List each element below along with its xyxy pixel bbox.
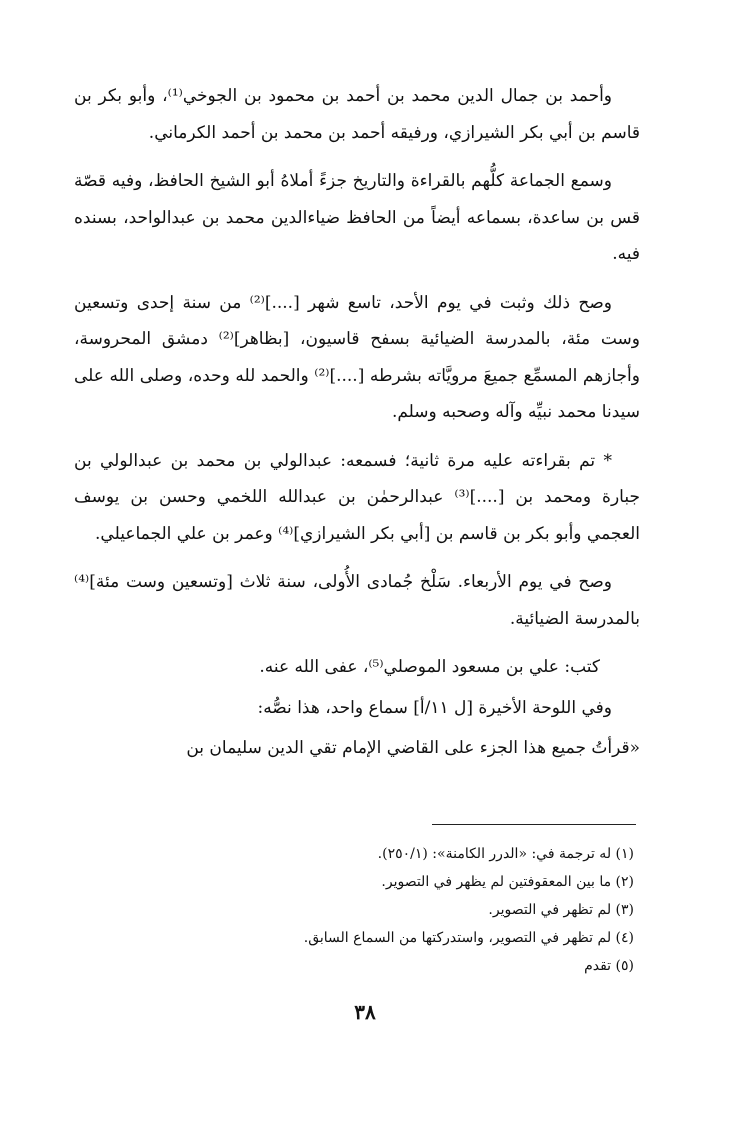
- paragraph-4: * تم بقراءته عليه مرة ثانية؛ فسمعه: عبدالولي بن محمد بن عبدالولي بن جبارة ومحمد بن [....]⁽³⁾ عبدالرحمٰن بن عبدالله اللخمي وحسن بن يوسف العجمي وأبو بكر بن قاسم بن [أبي بكر الشيرازي]⁽⁴⁾ وعمر بن علي الجماعيلي.: [74, 450, 640, 544]
- footnote-5: (٥) تقدم: [584, 958, 634, 974]
- footnote-2: (٢) ما بين المعقوفتين لم يظهر في التصوير.: [381, 874, 634, 890]
- footnote-1: (١) له ترجمة في: «الدرر الكامنة»: (٢٥٠/١).: [377, 846, 634, 862]
- paragraph-3: وصح ذلك وثبت في يوم الأحد، تاسع شهر [....]⁽²⁾ من سنة إحدى وتسعين وست مئة، بالمدرسة الضيائية بسفح قاسيون، [بظاهر]⁽²⁾ دمشق المحروسة، وأجازهم المسمِّع جميعَ مرويَّاته بشرطه [....]⁽²⁾ والحمد لله وحده، وصلى الله على سيدنا محمد نبيِّه وآله وصحبه وسلم.: [74, 292, 640, 422]
- paragraph-7: وفي اللوحة الأخيرة [ل ١١/أ] سماع واحد، هذا نصُّه:: [257, 697, 612, 718]
- paragraph-1: وأحمد بن جمال الدين محمد بن أحمد بن محمود بن الجوخي⁽¹⁾، وأبو بكر بن قاسم بن أبي بكر الشيرازي، ورفيقه أحمد بن محمد بن أحمد الكرماني.: [74, 86, 640, 143]
- paragraph-2: وسمع الجماعة كلُّهم بالقراءة والتاريخ جزءً أملاهُ أبو الشيخ الحافظ، وفيه قصّة قس بن ساعدة، بسماعه أيضاً من الحافظ ضياءالدين محمد بن عبدالواحد، بسنده فيه.: [74, 171, 640, 264]
- paragraph-6: كتب: علي بن مسعود الموصلي⁽⁵⁾، عفى الله عنه.: [259, 657, 600, 677]
- paragraph-8: «قرأتُ جميع هذا الجزء على القاضي الإمام تقي الدين سليمان بن: [186, 738, 640, 758]
- main-text: [74, 78, 640, 771]
- footnote-4: (٤) لم تظهر في التصوير، واستدركتها من السماع السابق.: [303, 930, 634, 946]
- footnote-3: (٣) لم تظهر في التصوير.: [488, 902, 634, 918]
- paragraph-5: وصح في يوم الأربعاء. سَلْخ جُمادى الأُولى، سنة ثلاث [وتسعين وست مئة]⁽⁴⁾ بالمدرسة الضيائية.: [74, 572, 640, 629]
- footnote-divider: [432, 824, 636, 825]
- footnotes: [74, 840, 634, 980]
- page-number: ٣٨: [354, 1000, 376, 1024]
